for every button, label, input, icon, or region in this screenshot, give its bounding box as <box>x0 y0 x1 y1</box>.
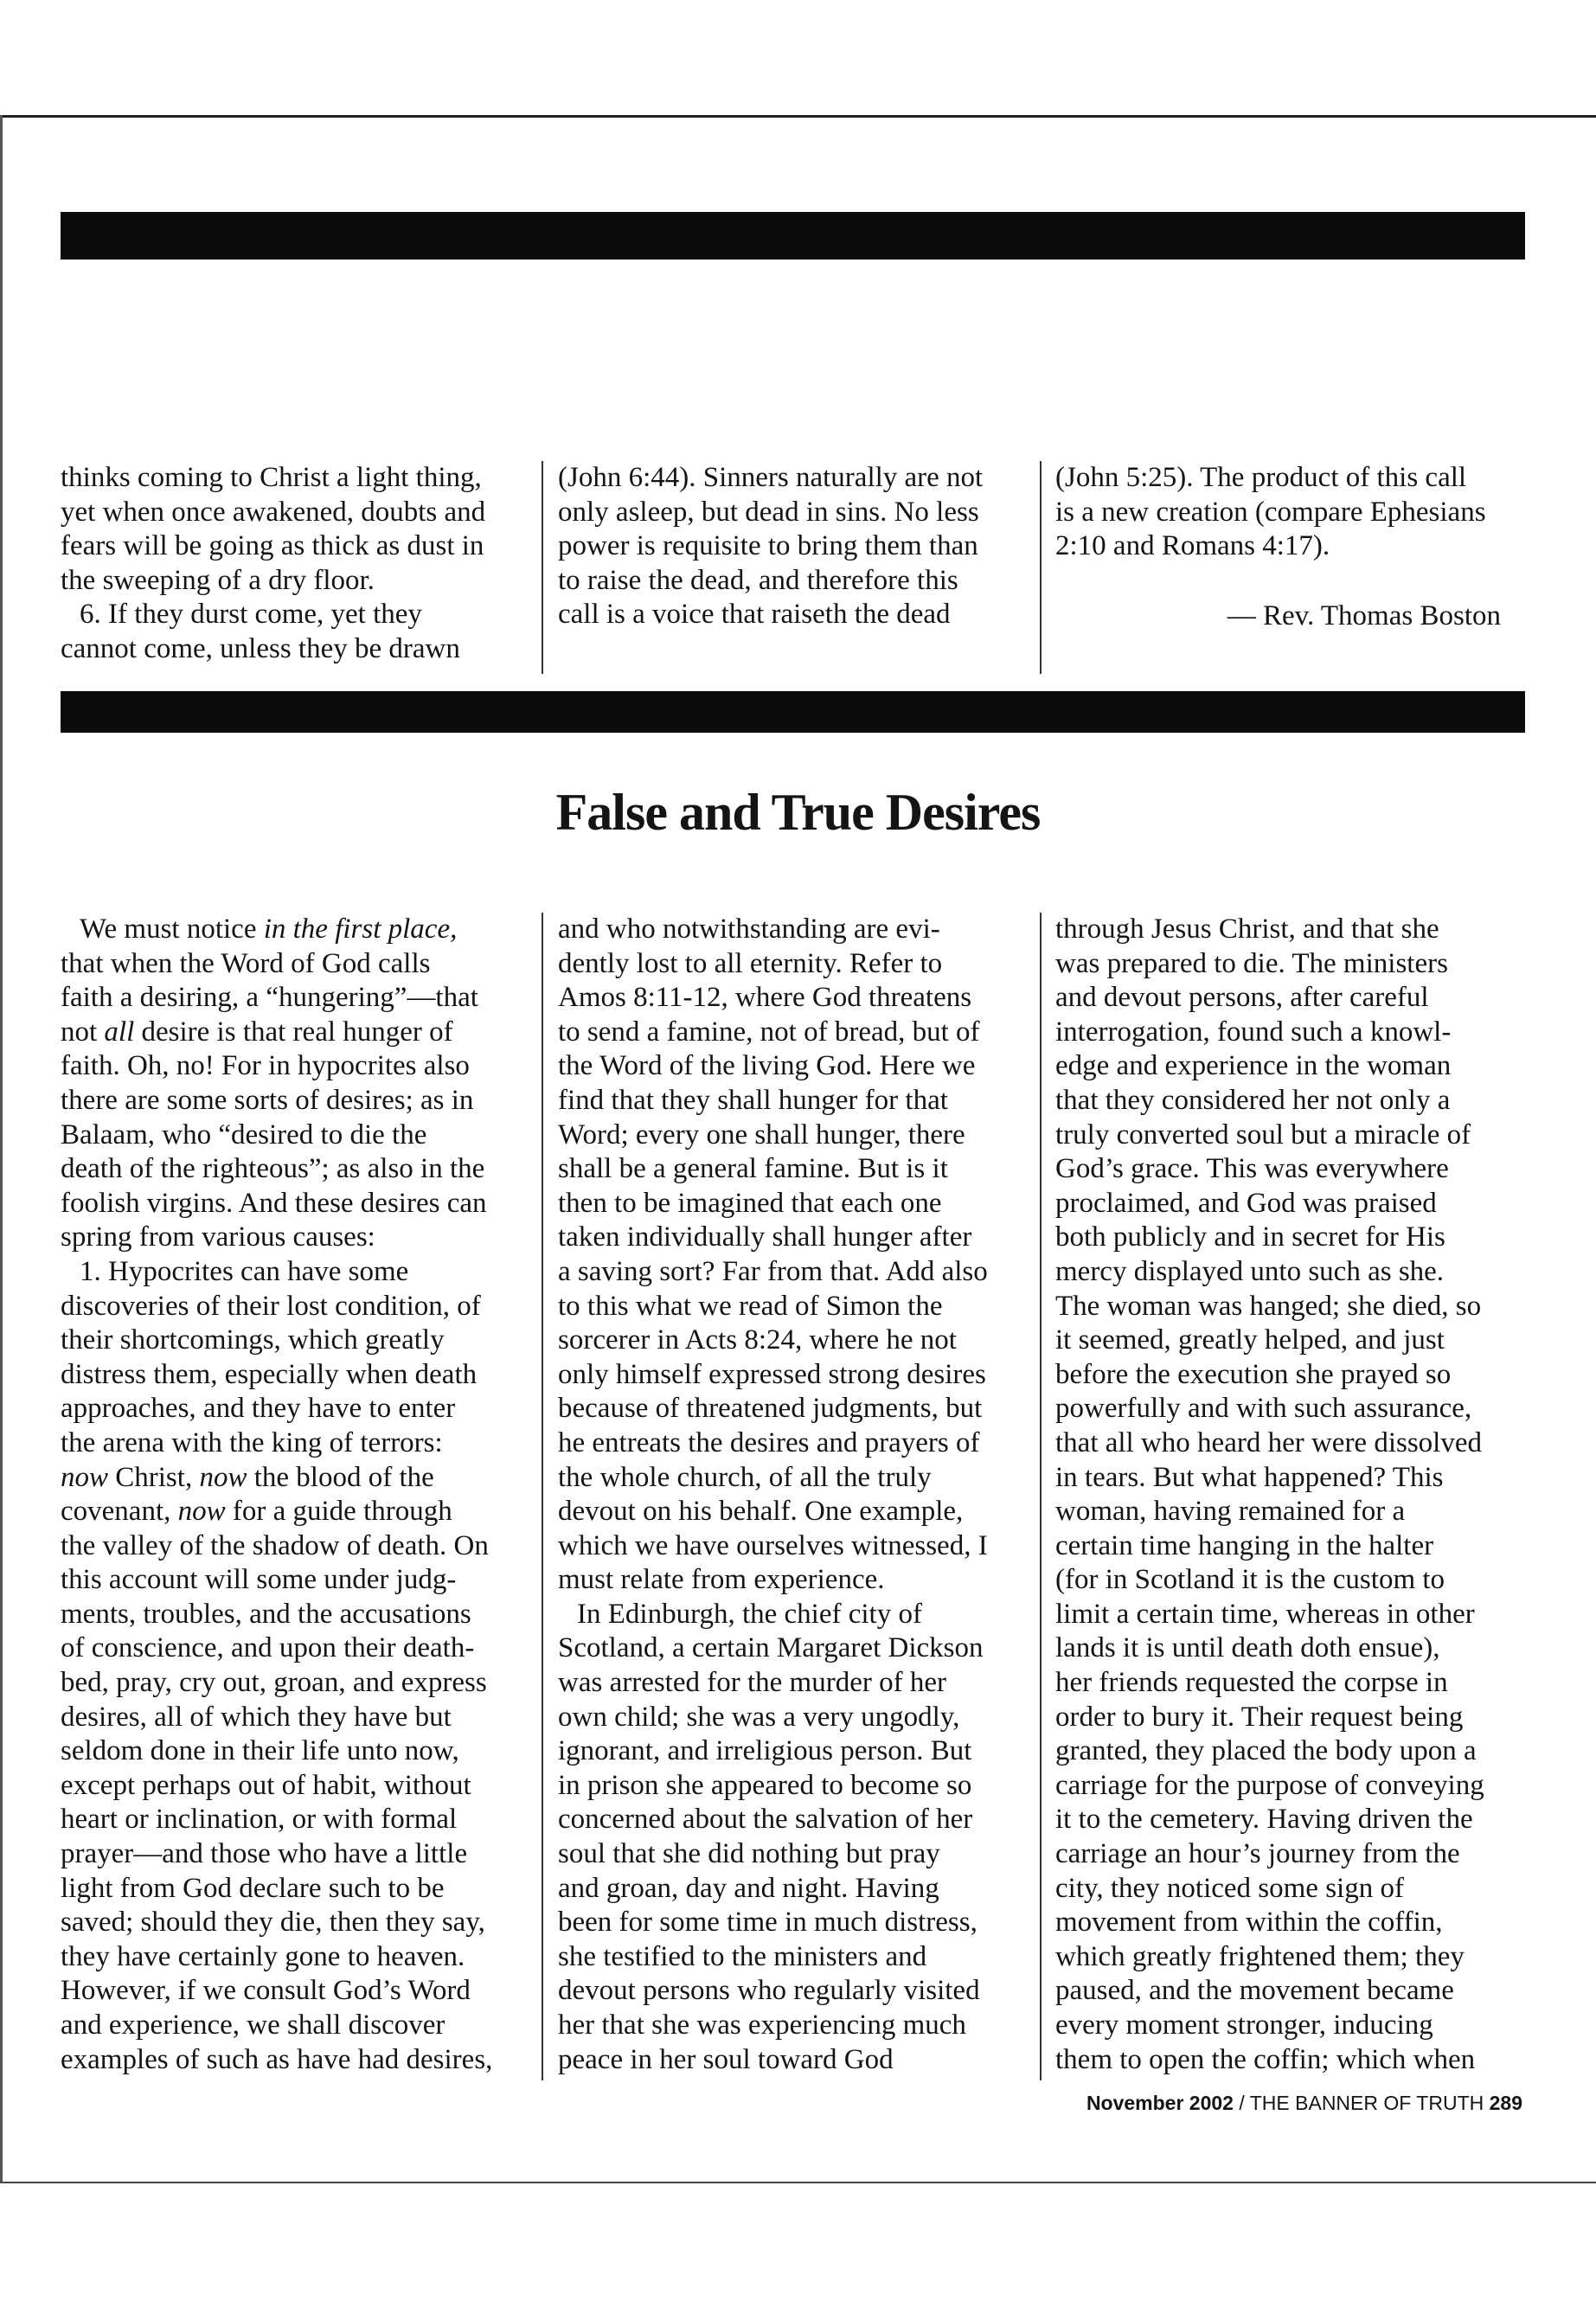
text-line: sorcerer in Acts 8:24, where he not <box>558 1324 957 1356</box>
text-line: ments, troubles, and the accusations <box>61 1598 471 1630</box>
text-line: movement from within the coffin, <box>1055 1907 1443 1939</box>
text-line: heart or inclination, or with formal <box>61 1804 458 1836</box>
text-line: proclaimed, and God was praised <box>1055 1187 1437 1219</box>
text-line: only himself expressed strong desires <box>558 1358 986 1390</box>
text-line: examples of such as have had desires, <box>61 2043 493 2075</box>
text-line: the valley of the shadow of death. On <box>61 1529 489 1561</box>
text-line: that when the Word of God calls <box>61 947 431 979</box>
text-line: We must notice in the first place, <box>80 913 458 945</box>
text-line: bed, pray, cry out, groan, and express <box>61 1667 487 1699</box>
text-line: woman, having remained for a <box>1055 1496 1406 1528</box>
excerpt-column-2 <box>558 461 1038 632</box>
text-line: Balaam, who “desired to die the <box>61 1118 427 1150</box>
text-line: it to the cemetery. Having driven the <box>1055 1804 1473 1836</box>
text-line: (for in Scotland it is the custom to <box>1055 1564 1445 1596</box>
text-line: truly converted soul but a miracle of <box>1055 1118 1471 1150</box>
text-line: every moment stronger, inducing <box>1055 2009 1433 2041</box>
footer-separator: / <box>1239 2092 1245 2114</box>
text-line: not all desire is that real hunger of <box>61 1016 453 1048</box>
text-line: they have certainly gone to heaven. <box>61 1940 465 1972</box>
text-line: (John 6:44). Sinners naturally are not <box>558 462 984 493</box>
text-line: mercy displayed unto such as she. <box>1055 1255 1445 1287</box>
column-divider <box>1040 913 1042 2080</box>
article-title: False and True Desires <box>555 784 1041 841</box>
text-line: approaches, and they have to enter <box>61 1393 456 1425</box>
text-line: been for some time in much distress, <box>558 1907 977 1939</box>
text-line: taken individually shall hunger after <box>558 1221 972 1253</box>
page-border-bottom <box>0 2182 1596 2183</box>
footer-publication: THE BANNER OF TRUTH <box>1249 2092 1484 2114</box>
text-line: peace in her soul toward God <box>558 2043 894 2075</box>
text-line: before the execution she prayed so <box>1055 1358 1452 1390</box>
text-line: city, they noticed some sign of <box>1055 1872 1404 1904</box>
article-column-1 <box>61 913 532 2077</box>
text-line: edge and experience in the woman <box>1055 1050 1452 1082</box>
text-line: devout on his behalf. One example, <box>558 1496 964 1528</box>
text-line: The woman was hanged; she died, so <box>1055 1290 1482 1322</box>
top-black-bar <box>61 212 1525 260</box>
text-line: covenant, now for a guide through <box>61 1496 452 1528</box>
text-line: except perhaps out of habit, without <box>61 1769 471 1801</box>
text-line: seldom done in their life unto now, <box>61 1735 459 1767</box>
text-line: that all who heard her were dissolved <box>1055 1426 1483 1458</box>
text-line: then to be imagined that each one <box>558 1187 942 1219</box>
text-line: cannot come, unless they be drawn <box>61 632 460 664</box>
text-line: faith a desiring, a “hungering”—that <box>61 982 478 1014</box>
text-line: call is a voice that raiseth the dead <box>558 599 951 631</box>
text-line: soul that she did nothing but pray <box>558 1838 940 1870</box>
text-line: now Christ, now the blood of the <box>61 1461 434 1493</box>
text-line: it seemed, greatly helped, and just <box>1055 1324 1445 1356</box>
text-line: through Jesus Christ, and that she <box>1055 913 1439 945</box>
text-line: 1. Hypocrites can have some <box>80 1255 409 1287</box>
excerpt-column-3 <box>1055 461 1527 564</box>
text-line: because of threatened judgments, but <box>558 1393 983 1425</box>
text-line: distress them, especially when death <box>61 1358 478 1390</box>
text-line: to this what we read of Simon the <box>558 1290 943 1322</box>
text-line: (John 5:25). The product of this call <box>1055 462 1467 493</box>
text-line: was arrested for the murder of her <box>558 1667 946 1699</box>
text-line: was prepared to die. The ministers <box>1055 947 1448 979</box>
footer-date: November 2002 <box>1086 2092 1234 2114</box>
page-footer <box>952 2092 1522 2115</box>
text-line: find that they shall hunger for that <box>558 1084 948 1116</box>
text-line: yet when once awakened, doubts and <box>61 496 486 528</box>
text-line: and experience, we shall discover <box>61 2009 445 2041</box>
text-line: Scotland, a certain Margaret Dickson <box>558 1632 984 1664</box>
text-line: ignorant, and irreligious person. But <box>558 1735 972 1767</box>
column-divider <box>542 913 543 2080</box>
text-line: desires, all of which they have but <box>61 1701 452 1733</box>
text-line: is a new creation (compare Ephesians <box>1055 496 1486 528</box>
column-divider <box>1040 461 1042 674</box>
text-line: faith. Oh, no! For in hypocrites also <box>61 1050 470 1082</box>
text-line: in tears. But what happened? This <box>1055 1461 1444 1493</box>
excerpt-column-1 <box>61 461 528 667</box>
text-line: the sweeping of a dry floor. <box>61 564 375 596</box>
text-line: light from God declare such to be <box>61 1872 445 1904</box>
text-line: carriage an hour’s journey from the <box>1055 1838 1460 1870</box>
text-line: only asleep, but dead in sins. No less <box>558 496 979 528</box>
text-line: 6. If they durst come, yet they <box>80 599 422 631</box>
text-line: devout persons who regularly visited <box>558 1975 980 2007</box>
text-line: which we have ourselves witnessed, I <box>558 1529 988 1561</box>
text-line: lands it is until death doth ensue), <box>1055 1632 1440 1664</box>
article-column-3 <box>1055 913 1527 2077</box>
text-line: and groan, day and night. Having <box>558 1872 939 1904</box>
text-line: this account will some under judg- <box>61 1564 457 1596</box>
text-line: prayer—and those who have a little <box>61 1838 468 1870</box>
text-line: granted, they placed the body upon a <box>1055 1735 1477 1767</box>
text-line: carriage for the purpose of conveying <box>1055 1769 1484 1801</box>
text-line: spring from various causes: <box>61 1221 375 1253</box>
text-line: which greatly frightened them; they <box>1055 1940 1465 1972</box>
text-line: the whole church, of all the truly <box>558 1461 932 1493</box>
text-line: she testified to the ministers and <box>558 1940 927 1972</box>
text-line: he entreats the desires and prayers of <box>558 1426 980 1458</box>
article-column-2 <box>558 913 1038 2077</box>
text-line: paused, and the movement became <box>1055 1975 1454 2007</box>
text-line: in prison she appeared to become so <box>558 1769 972 1801</box>
text-line: powerfully and with such assurance, <box>1055 1393 1472 1425</box>
text-line: to send a famine, not of bread, but of <box>558 1016 980 1048</box>
text-line: death of the righteous”; as also in the <box>61 1153 485 1185</box>
text-line: In Edinburgh, the chief city of <box>577 1598 922 1630</box>
text-line: foolish virgins. And these desires can <box>61 1187 487 1219</box>
text-line: Amos 8:11-12, where God threatens <box>558 982 972 1014</box>
text-line: them to open the coffin; which when <box>1055 2043 1476 2075</box>
text-line: 2:10 and Romans 4:17). <box>1055 530 1330 562</box>
text-line: and devout persons, after careful <box>1055 982 1429 1014</box>
text-line: to raise the dead, and therefore this <box>558 564 958 596</box>
text-line: order to bury it. Their request being <box>1055 1701 1464 1733</box>
text-line: both publicly and in secret for His <box>1055 1221 1445 1253</box>
page-border-top <box>0 115 1596 118</box>
text-line: certain time hanging in the halter <box>1055 1529 1434 1561</box>
text-line: a saving sort? Far from that. Add also <box>558 1255 988 1287</box>
footer-page-number: 289 <box>1489 2092 1522 2114</box>
text-line: there are some sorts of desires; as in <box>61 1084 474 1116</box>
text-line: own child; she was a very ungodly, <box>558 1701 960 1733</box>
text-line: shall be a general famine. But is it <box>558 1153 948 1185</box>
text-line: fears will be going as thick as dust in <box>61 530 484 562</box>
text-line: limit a certain time, whereas in other <box>1055 1598 1475 1630</box>
text-line: that they considered her not only a <box>1055 1084 1451 1116</box>
text-line: and who notwithstanding are evi- <box>558 913 940 945</box>
column-divider <box>542 461 543 674</box>
text-line: their shortcomings, which greatly <box>61 1324 445 1356</box>
text-line: concerned about the salvation of her <box>558 1804 973 1836</box>
text-line: of conscience, and upon their death- <box>61 1632 475 1664</box>
text-line: her friends requested the corpse in <box>1055 1667 1448 1699</box>
page-border-left <box>0 115 3 2182</box>
text-line: However, if we consult God’s Word <box>61 1975 471 2007</box>
text-line: the Word of the living God. Here we <box>558 1050 976 1082</box>
text-line: the arena with the king of terrors: <box>61 1426 443 1458</box>
excerpt-attribution: — Rev. Thomas Boston <box>1227 600 1501 631</box>
text-line: thinks coming to Christ a light thing, <box>61 462 482 493</box>
text-line: Word; every one shall hunger, there <box>558 1118 965 1150</box>
text-line: must relate from experience. <box>558 1564 885 1596</box>
text-line: interrogation, found such a knowl- <box>1055 1016 1452 1048</box>
text-line: her that she was experiencing much <box>558 2009 966 2041</box>
text-line: God’s grace. This was everywhere <box>1055 1153 1449 1185</box>
text-line: dently lost to all eternity. Refer to <box>558 947 943 979</box>
text-line: saved; should they die, then they say, <box>61 1907 485 1939</box>
middle-black-bar <box>61 691 1525 733</box>
text-line: power is requisite to bring them than <box>558 530 978 562</box>
text-line: discoveries of their lost condition, of <box>61 1290 481 1322</box>
